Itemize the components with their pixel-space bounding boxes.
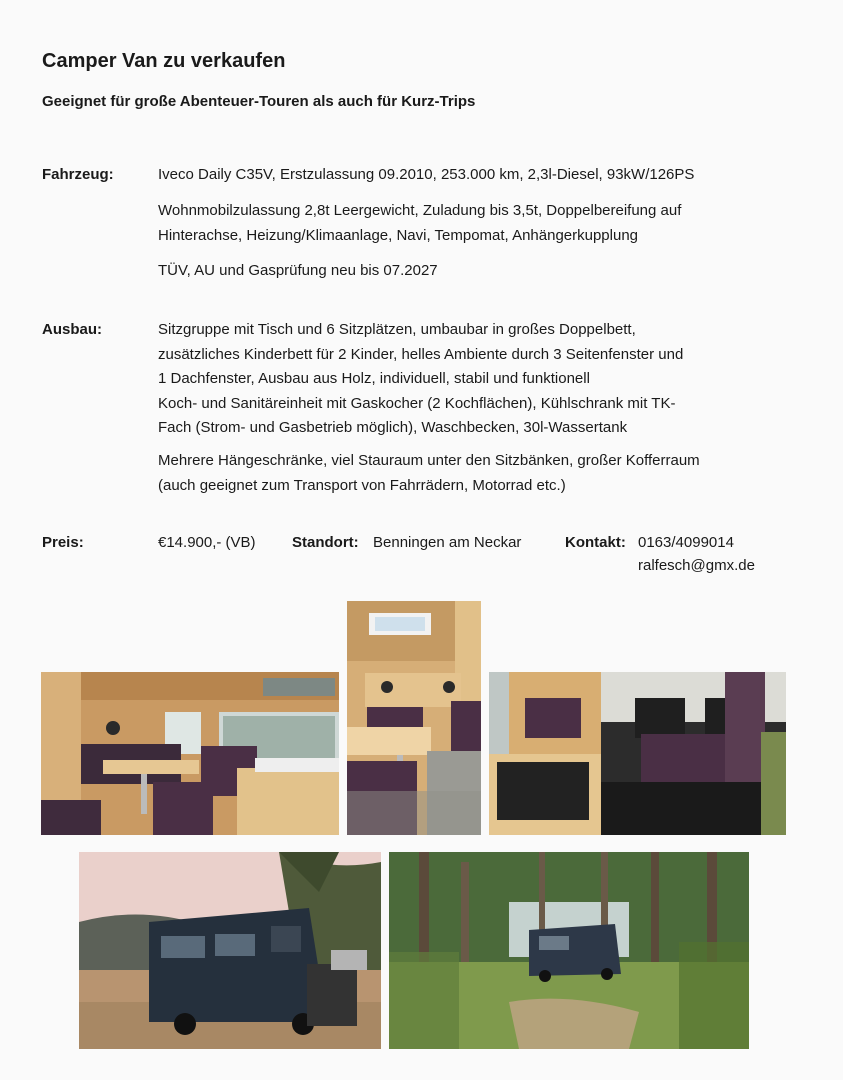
build-line-1: Sitzgruppe mit Tisch und 6 Sitzplätzen, umbaubar in großes Doppelbett, xyxy=(158,321,636,338)
price-value: €14.900,- (VB) xyxy=(158,534,256,551)
location-label: Standort: xyxy=(292,534,359,551)
page-title: Camper Van zu verkaufen xyxy=(42,50,286,72)
photo-interior-seating xyxy=(41,672,339,835)
page-subtitle: Geeignet für große Abenteuer-Touren als auch für Kurz-Trips xyxy=(42,93,476,110)
vehicle-line-3: Hinterachse, Heizung/Klimaanlage, Navi, Tempomat, Anhängerkupplung xyxy=(158,226,639,244)
vehicle-details xyxy=(158,199,798,248)
build-line-3: 1 Dachfenster, Ausbau aus Holz, individuell, stabil und funktionell xyxy=(158,370,590,387)
vehicle-line-4: TÜV, AU und Gasprüfung neu bis 07.2027 xyxy=(158,262,438,279)
build-line-2: zusätzliches Kinderbett für 2 Kinder, helles Ambiente durch 3 Seitenfenster und xyxy=(158,345,684,363)
price-label: Preis: xyxy=(42,534,84,551)
build-label: Ausbau: xyxy=(42,321,102,338)
photo-interior-rear xyxy=(347,601,481,835)
photo-van-dusk xyxy=(79,852,381,1049)
build-line-4: Koch- und Sanitäreinheit mit Gaskocher (2 Kochflächen), Kühlschrank mit TK- xyxy=(158,394,676,412)
build-line-6: Mehrere Hängeschränke, viel Stauraum unter den Sitzbänken, großer Kofferraum xyxy=(158,452,700,469)
contact-phone: 0163/4099014 xyxy=(638,534,734,551)
vehicle-line-1: Iveco Daily C35V, Erstzulassung 09.2010, 253.000 km, 2,3l-Diesel, 93kW/126PS xyxy=(158,166,695,183)
contact-label: Kontakt: xyxy=(565,534,626,551)
photo-kitchen-cab xyxy=(489,672,786,835)
vehicle-label: Fahrzeug: xyxy=(42,166,114,183)
build-storage xyxy=(158,449,798,498)
contact-email: ralfesch@gmx.de xyxy=(638,557,755,574)
build-section xyxy=(158,318,798,441)
photo-van-forest xyxy=(389,852,749,1049)
location-value: Benningen am Neckar xyxy=(373,534,522,551)
vehicle-section xyxy=(158,163,798,188)
build-line-5: Fach (Strom- und Gasbetrieb möglich), Waschbecken, 30l-Wassertank xyxy=(158,419,628,436)
vehicle-line-2: Wohnmobilzulassung 2,8t Leergewicht, Zuladung bis 3,5t, Doppelbereifung auf xyxy=(158,202,682,219)
vehicle-inspection xyxy=(158,259,798,284)
build-line-7: (auch geeignet zum Transport von Fahrrädern, Motorrad etc.) xyxy=(158,476,566,494)
